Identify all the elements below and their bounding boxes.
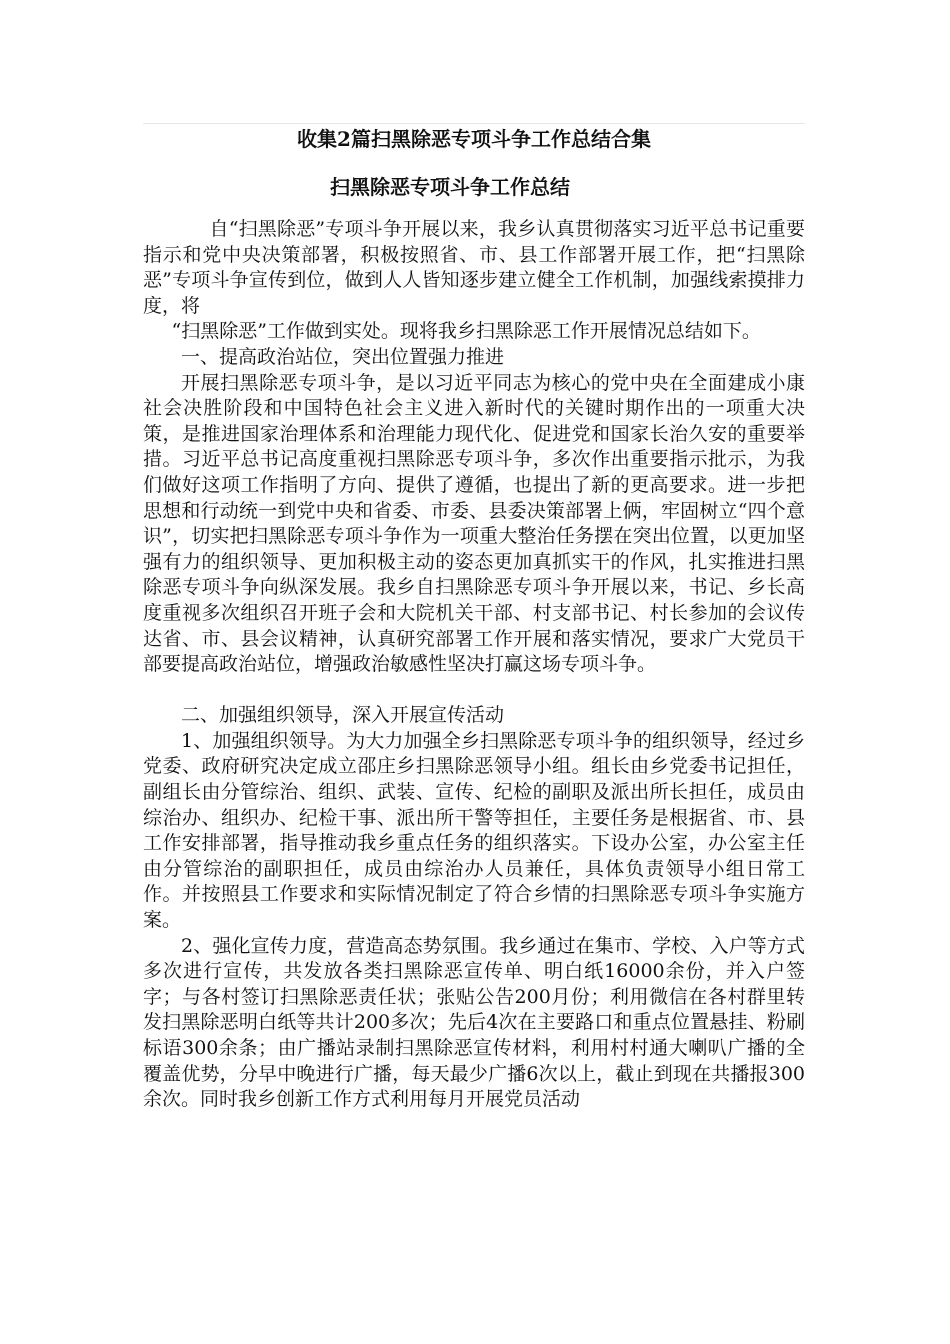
- paragraph-intro: 自“扫黑除恶”专项斗争开展以来，我乡认真贯彻落实习近平总书记重要指示和党中央决策部署，积极按照省、市、县工作部署开展工作，把“扫黑除恶”专项斗争宣传到位，做到人人皆知逐步建立健全工作机制，加强线索摸排力度，将: [143, 218, 805, 317]
- paragraph-intro-continued: “扫黑除恶”工作做到实处。现将我乡扫黑除恶工作开展情况总结如下。: [171, 320, 761, 343]
- document-body: [143, 217, 805, 1113]
- document-subtitle: 扫黑除恶专项斗争工作总结: [330, 175, 570, 199]
- paragraph-publicity: 2、强化宣传力度，营造高态势氛围。我乡通过在集市、学校、入户等方式多次进行宣传，共发放各类扫黑除恶宣传单、明白纸16000余份，并入户签字；与各村签订扫黑除恶责任状；张贴公告200月份；利用微信在各村群里转发扫黑除恶明白纸等共计200多次；先后4次在主要路口和重点位置悬挂、粉刷标语300余条；由广播站录制扫黑除恶宣传材料，利用村村通大喇叭广播的全覆盖优势，分早中晚进行广播，每天最少广播6次以上，截止到现在共播报300余次。同时我乡创新工作方式利用每月开展党员活动: [143, 934, 805, 1111]
- paragraph-section-1: 开展扫黑除恶专项斗争，是以习近平同志为核心的党中央在全面建成小康社会决胜阶段和中国特色社会主义进入新时代的关键时期作出的一项重大决策，是推进国家治理体系和治理能力现代化、促进党和国家长治久安的重要举措。习近平总书记高度重视扫黑除恶专项斗争，多次作出重要指示批示，为我们做好这项工作指明了方向、提供了遵循，也提出了新的更高要求。进一步把思想和行动统一到党中央和省委、市委、县委决策部署上俩，牢固树立“四个意识”，切实把扫黑除恶专项斗争作为一项重大整治任务摆在突出位置，以更加坚强有力的组织领导、更加积极主动的姿态更加真抓实干的作风，扎实推进扫黑除恶专项斗争向纵深发展。我乡自扫黑除恶专项斗争开展以来，书记、乡长高度重视多次组织召开班子会和大院机关干部、村支部书记、村长参加的会议传达省、市、县会议精神，认真研究部署工作开展和落实情况，要求广大党员干部要提高政治站位，增强政治敏感性坚决打赢这场专项斗争。: [143, 371, 805, 676]
- section-heading-1: 一、提高政治站位，突出位置强力推进: [181, 345, 505, 368]
- document-title: 收集2篇扫黑除恶专项斗争工作总结合集: [297, 127, 651, 151]
- section-heading-2: 二、加强组织领导，深入开展宣传活动: [181, 704, 505, 727]
- paragraph-organization: 1、加强组织领导。为大力加强全乡扫黑除恶专项斗争的组织领导，经过乡党委、政府研究决定成立邵庄乡扫黑除恶领导小组。组长由乡党委书记担任，副组长由分管综治、组织、武装、宣传、纪检的副职及派出所长担任，成员由综治办、组织办、纪检干事、派出所干警等担任，主要任务是根据省、市、县工作安排部署，指导推动我乡重点任务的组织落实。下设办公室，办公室主任由分管综治的副职担任，成员由综治办人员兼任，具体负责领导小组日常工作。并按照县工作要求和实际情况制定了符合乡情的扫黑除恶专项斗争实施方案。: [143, 729, 805, 932]
